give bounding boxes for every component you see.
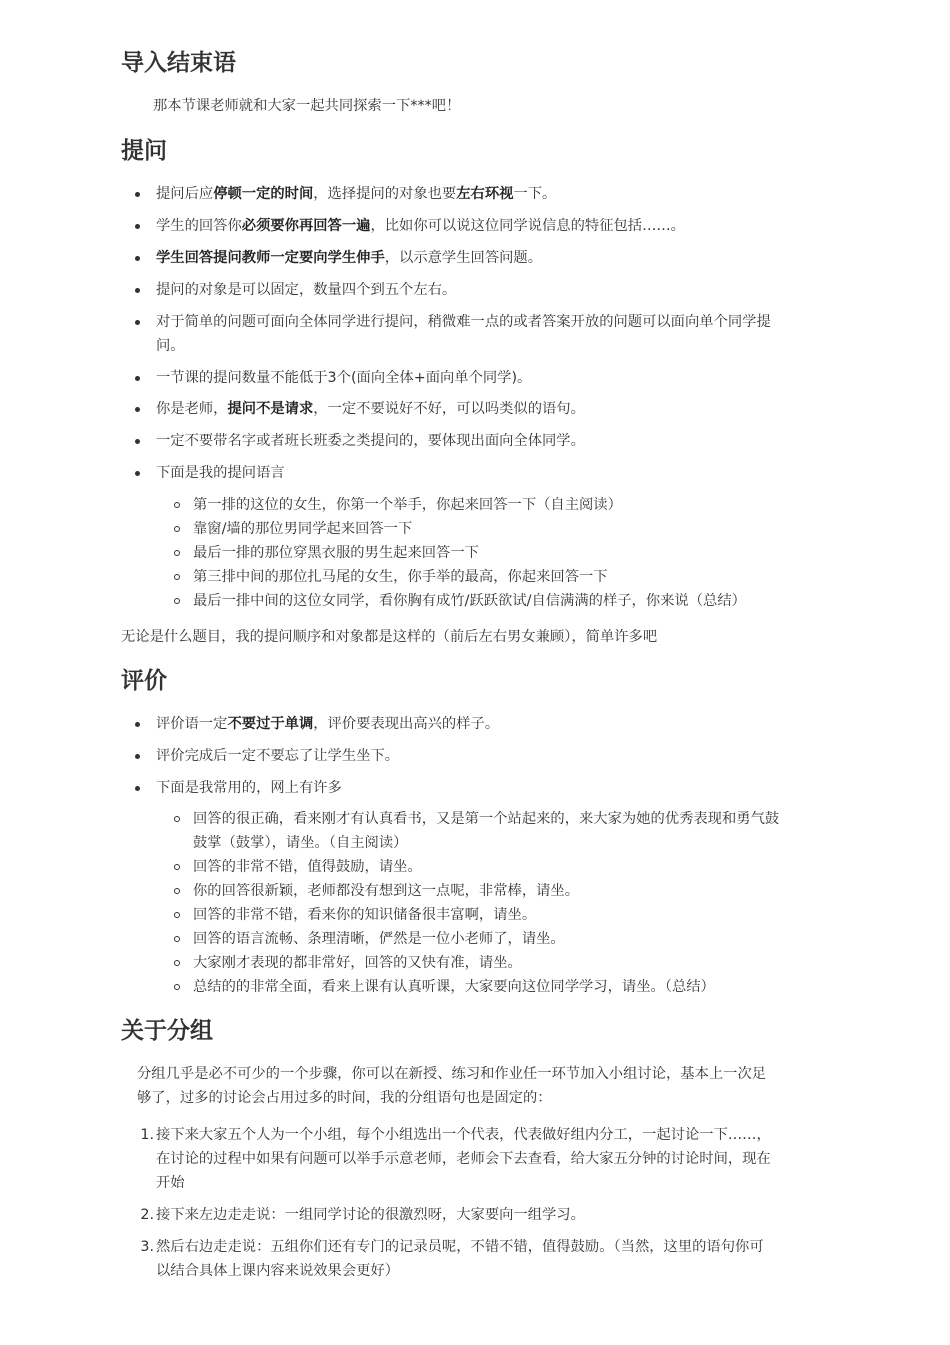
bullet-dot: [135, 224, 140, 229]
ask-bullet-2: 学生的回答你必须要你再回答一遍，比如你可以说这位同学说信息的特征包括……。: [156, 214, 831, 238]
bullet-dot: [135, 376, 140, 381]
bullet-dot: [135, 320, 140, 325]
ask-footer-paragraph: 无论是什么题目，我的提问顺序和对象都是这样的（前后左右男女兼顾），简单许多吧: [121, 629, 658, 645]
ask-sub-item-5: 最后一排中间的这位女同学，看你胸有成竹/跃跃欲试/自信满满的样子，你来说（总结）: [193, 589, 833, 613]
circle-bullet: [174, 598, 180, 604]
eval-sub-item-3: 你的回答很新颖，老师都没有想到这一点呢，非常棒，请坐。: [193, 879, 833, 903]
eval-sub-item-6: 大家刚才表现的都非常好，回答的又快有准，请坐。: [193, 951, 833, 975]
circle-bullet: [174, 864, 180, 870]
eval-sub-item-7: 总结的的非常全面，看来上课有认真听课，大家要向这位同学学习，请坐。（总结）: [193, 975, 833, 999]
ask-bullet-8: 一定不要带名字或者班长班委之类提问的，要体现出面向全体同学。: [156, 429, 831, 453]
circle-bullet: [174, 502, 180, 508]
ask-bullet-9: 下面是我的提问语言: [156, 461, 831, 485]
ask-bullet-4: 提问的对象是可以固定，数量四个到五个左右。: [156, 278, 831, 302]
bullet-dot: [135, 754, 140, 759]
circle-bullet: [174, 816, 180, 822]
ask-bullet-5: 对于简单的问题可面向全体同学进行提问，稍微难一点的或者答案开放的问题可以面向单个同学提 问。: [156, 310, 831, 358]
ask-bullet-7: 你是老师，提问不是请求，一定不要说好不好，可以吗类似的语句。: [156, 397, 831, 421]
bullet-dot: [135, 722, 140, 727]
bullet-dot: [135, 288, 140, 293]
ask-bullet-3: 学生回答提问教师一定要向学生伸手，以示意学生回答问题。: [156, 246, 831, 270]
circle-bullet: [174, 984, 180, 990]
section-title-ask: 提问: [121, 138, 167, 164]
bullet-dot: [135, 407, 140, 412]
intro-paragraph: 那本节课老师就和大家一起共同探索一下***吧！: [153, 98, 461, 114]
bullet-dot: [135, 256, 140, 261]
bullet-dot: [135, 192, 140, 197]
circle-bullet: [174, 912, 180, 918]
group-step-1: 1. 接下来大家五个人为一个小组，每个小组选出一个代表，代表做好组内分工，一起讨论一下……， 在讨论的过程中如果有问题可以举手示意老师，老师会下去查看，给大家五分钟的讨论时间，现在 开始: [140, 1127, 771, 1191]
eval-bullet-1: 评价语一定不要过于单调，评价要表现出高兴的样子。: [156, 712, 831, 736]
ask-bullet-6: 一节课的提问数量不能低于3个(面向全体+面向单个同学)。: [156, 366, 831, 390]
circle-bullet: [174, 888, 180, 894]
group-step-2: 2. 接下来左边走走说：一组同学讨论的很激烈呀，大家要向一组学习。: [140, 1207, 585, 1223]
section-title-intro: 导入结束语: [121, 50, 236, 76]
circle-bullet: [174, 550, 180, 556]
eval-sub-item-4: 回答的非常不错，看来你的知识储备很丰富啊，请坐。: [193, 903, 833, 927]
eval-sub-item-5: 回答的语言流畅、条理清晰，俨然是一位小老师了，请坐。: [193, 927, 833, 951]
circle-bullet: [174, 960, 180, 966]
section-title-group: 关于分组: [121, 1018, 213, 1044]
ask-sub-item-1: 第一排的这位的女生，你第一个举手，你起来回答一下（自主阅读）: [193, 493, 833, 517]
bullet-dot: [135, 439, 140, 444]
ask-sub-item-2: 靠窗/墙的那位男同学起来回答一下: [193, 517, 833, 541]
bullet-dot: [135, 471, 140, 476]
ask-bullet-1: 提问后应停顿一定的时间，选择提问的对象也要左右环视一下。: [156, 182, 831, 206]
eval-bullet-2: 评价完成后一定不要忘了让学生坐下。: [156, 744, 831, 768]
circle-bullet: [174, 936, 180, 942]
section-title-eval: 评价: [121, 668, 167, 694]
group-intro-paragraph: 分组几乎是必不可少的一个步骤，你可以在新授、练习和作业任一环节加入小组讨论，基本上一次足 够了，过多的讨论会占用过多的时间，我的分组语句也是固定的：: [137, 1066, 767, 1106]
eval-sub-item-2: 回答的非常不错，值得鼓励，请坐。: [193, 855, 833, 879]
circle-bullet: [174, 526, 180, 532]
eval-sub-item-1: 回答的很正确，看来刚才有认真看书，又是第一个站起来的，来大家为她的优秀表现和勇气鼓 鼓掌（鼓掌），请坐。（自主阅读）: [193, 807, 833, 855]
ask-sub-item-4: 第三排中间的那位扎马尾的女生，你手举的最高，你起来回答一下: [193, 565, 833, 589]
ask-sub-item-3: 最后一排的那位穿黑衣服的男生起来回答一下: [193, 541, 833, 565]
bullet-dot: [135, 786, 140, 791]
eval-bullet-3: 下面是我常用的，网上有许多: [156, 776, 831, 800]
circle-bullet: [174, 574, 180, 580]
group-step-3: 3. 然后右边走走说：五组你们还有专门的记录员呢，不错不错，值得鼓励。（当然，这里的语句你可 以结合具体上课内容来说效果会更好）: [140, 1239, 764, 1279]
